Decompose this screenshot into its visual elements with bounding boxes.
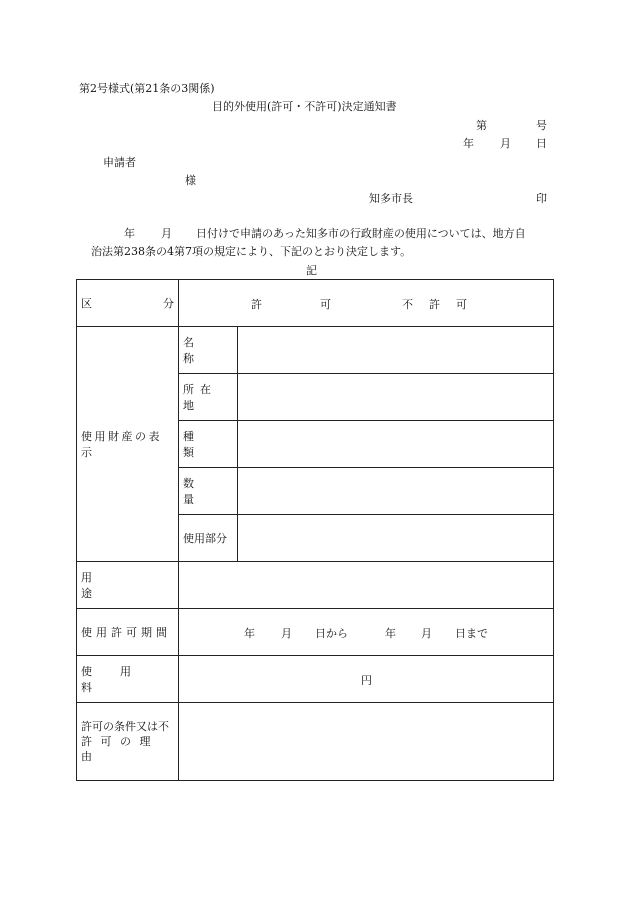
body-month: 月 <box>161 227 172 240</box>
purpose-label: 用途 <box>81 571 164 600</box>
body-year: 年 <box>124 227 135 240</box>
body-line1: 日付けで申請のあった知多市の行政財産の使用については、地方自 <box>196 227 526 240</box>
decision-table <box>76 279 554 781</box>
document-title: 目的外使用(許可・不許可)決定通知書 <box>212 100 397 113</box>
name-value-cell <box>238 327 554 374</box>
row-conditions <box>77 703 554 781</box>
fee-label-cell <box>77 656 179 703</box>
number-dai: 第 <box>476 119 487 132</box>
quantity-value-cell <box>238 468 554 515</box>
conditions-value-cell <box>179 703 554 781</box>
property-label: 使用財産の表示 <box>81 430 162 459</box>
not-permit-option: 不許可 <box>402 298 483 311</box>
row-category <box>77 280 554 327</box>
date-month: 月 <box>500 137 511 150</box>
part-label: 使用部分 <box>183 532 227 545</box>
issuer-label: 知多市長 <box>369 192 413 205</box>
row-name <box>77 327 554 374</box>
period-value-cell <box>179 609 554 656</box>
fee-value-cell <box>179 656 554 703</box>
period-year-to: 年 <box>385 627 396 640</box>
category-label-cell <box>77 280 179 327</box>
purpose-value-cell <box>179 562 554 609</box>
period-label-cell <box>77 609 179 656</box>
location-label-cell <box>179 374 238 421</box>
row-fee <box>77 656 554 703</box>
type-label-cell <box>179 421 238 468</box>
fee-label: 使用料 <box>81 665 159 694</box>
date-day: 日 <box>536 137 547 150</box>
category-label-char-2: 分 <box>163 297 174 310</box>
date-year: 年 <box>463 137 474 150</box>
period-year-from: 年 <box>244 627 255 640</box>
category-label-char-1: 区 <box>81 297 92 310</box>
period-label: 使用許可期間 <box>81 626 171 639</box>
form-number: 第2号様式(第21条の3関係) <box>79 82 215 95</box>
ki-label: 記 <box>306 264 317 277</box>
conditions-label-line1: 許可の条件又は不 <box>81 720 169 733</box>
fee-unit: 円 <box>361 674 372 687</box>
type-value-cell <box>238 421 554 468</box>
purpose-label-cell <box>77 562 179 609</box>
part-value-cell <box>238 515 554 562</box>
row-purpose <box>77 562 554 609</box>
quantity-label-cell <box>179 468 238 515</box>
period-from-label: 日から <box>315 627 348 640</box>
permit-option: 許可 <box>251 298 389 311</box>
location-value-cell <box>238 374 554 421</box>
name-label-cell <box>179 327 238 374</box>
period-month-from: 月 <box>281 627 292 640</box>
permit-choice-cell <box>179 280 554 327</box>
part-label-cell <box>179 515 238 562</box>
row-period <box>77 609 554 656</box>
conditions-label-line2: 許可の理由 <box>81 735 159 763</box>
quantity-label: 数量 <box>183 477 215 506</box>
type-label: 種類 <box>183 430 215 459</box>
name-label: 名称 <box>183 336 215 365</box>
number-go: 号 <box>536 119 547 132</box>
applicant-label: 申請者 <box>103 156 136 169</box>
sama-label: 様 <box>185 174 196 187</box>
period-month-to: 月 <box>421 627 432 640</box>
property-label-cell <box>77 327 179 562</box>
seal-mark: 印 <box>536 192 547 205</box>
body-line2: 治法第238条の4第7項の規定により、下記のとおり決定します。 <box>91 245 412 258</box>
location-label: 所在地 <box>183 383 217 412</box>
conditions-label-cell <box>77 703 179 781</box>
period-to-label: 日まで <box>455 627 488 640</box>
